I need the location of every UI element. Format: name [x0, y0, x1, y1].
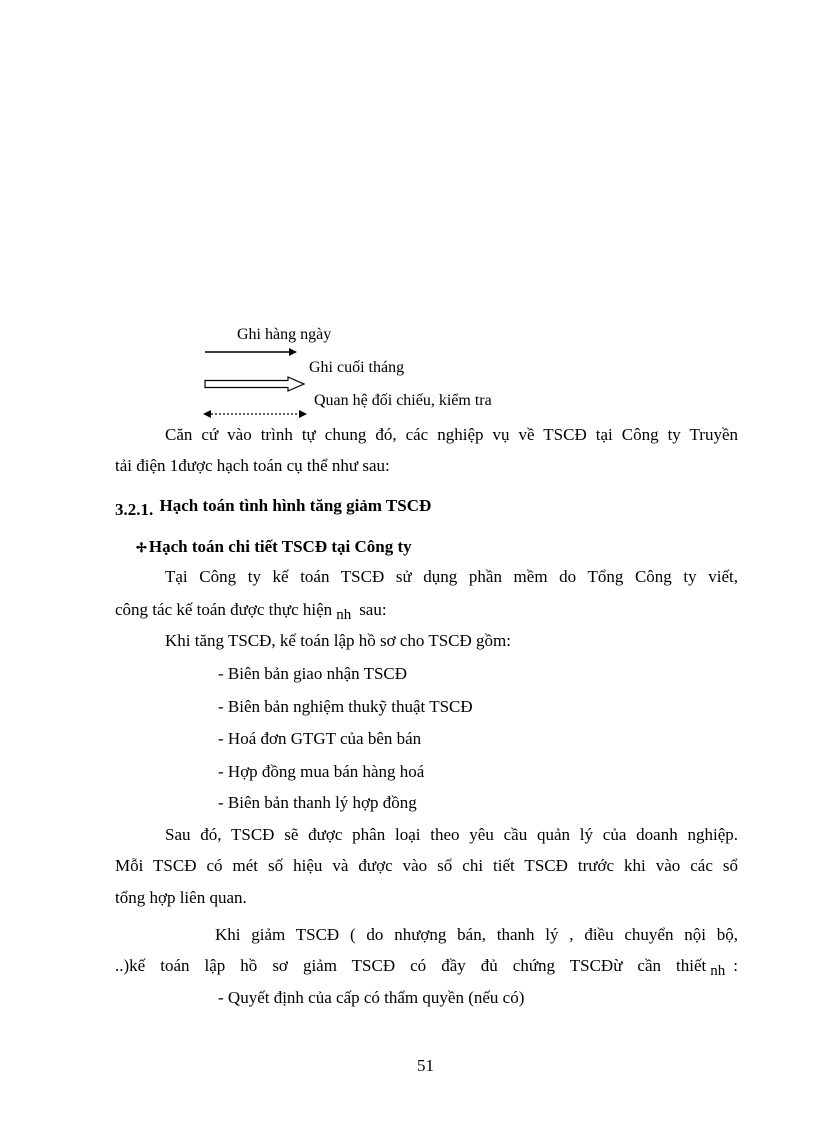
increase-doc-item: - Hợp đồng mua bán hàng hoá: [218, 762, 425, 781]
para4-line-1: Khi giảm TSCĐ ( do nhượng bán, thanh lý , điều chuyển nội bộ,: [215, 925, 738, 944]
decrease-doc-item: - Quyết định của cấp có thẩm quyền (nếu có): [218, 988, 525, 1007]
para4-line-2-end: :: [733, 956, 738, 975]
para1-nh-fragment: nh: [336, 607, 352, 623]
subsection-heading: [136, 537, 412, 557]
bullet-star-icon: ✢: [136, 540, 147, 555]
para2-line-1: Khi tăng TSCĐ, kế toán lập hồ sơ cho TSCĐ gồm:: [165, 631, 511, 650]
para1-line-2: [115, 600, 387, 623]
legend-daily-label: Ghi hàng ngày: [237, 326, 332, 343]
single-arrow-icon: [205, 346, 297, 358]
para1-line-1: Tại Công ty kế toán TSCĐ sử dụng phần mềm do Tổng Công ty viết,: [165, 567, 738, 586]
double-arrow-icon: [204, 376, 306, 392]
legend-end-of-month-label: Ghi cuối tháng: [309, 359, 405, 376]
intro-line-2: tải điện 1được hạch toán cụ thể như sau:: [115, 456, 390, 475]
increase-doc-item: - Biên bản nghiệm thukỹ thuật TSCĐ: [218, 697, 473, 716]
para1-line-2-text: công tác kế toán được thực hiện: [115, 600, 333, 619]
dotted-double-arrow-icon: [203, 408, 307, 420]
para4-line-2-text: ..)kế toán lập hồ sơ giảm TSCĐ có đầy đủ chứng TSCĐừ cần thiết: [115, 956, 707, 975]
para3-line-1: Sau đó, TSCĐ sẽ được phân loại theo yêu cầu quản lý của doanh nghiệp.: [165, 825, 738, 844]
intro-line-1: Căn cứ vào trình tự chung đó, các nghiệp vụ về TSCĐ tại Công ty Truyền: [165, 425, 738, 444]
section-title: Hạch toán tình hình tăng giảm TSCĐ: [159, 496, 432, 515]
page-number: 51: [417, 1056, 434, 1075]
para3-line-3: tổng hợp liên quan.: [115, 888, 247, 907]
para4-nh-fragment: nh: [710, 963, 726, 979]
para4-line-2: [115, 956, 738, 979]
section-heading: [115, 496, 432, 519]
legend-reconcile-label: Quan hệ đối chiếu, kiểm tra: [314, 392, 492, 409]
para1-line-2-end: sau:: [359, 600, 387, 619]
subsection-title: Hạch toán chi tiết TSCĐ tại Công ty: [148, 537, 412, 556]
increase-doc-item: - Hoá đơn GTGT của bên bán: [218, 729, 422, 748]
section-number: 3.2.1.: [115, 500, 154, 519]
increase-doc-item: - Biên bản giao nhận TSCĐ: [218, 664, 408, 683]
para3-line-2: Mỗi TSCĐ có mét số hiệu và được vào sổ chi tiết TSCĐ trước khi vào các sổ: [115, 856, 738, 875]
increase-doc-item: - Biên bản thanh lý hợp đồng: [218, 793, 417, 812]
